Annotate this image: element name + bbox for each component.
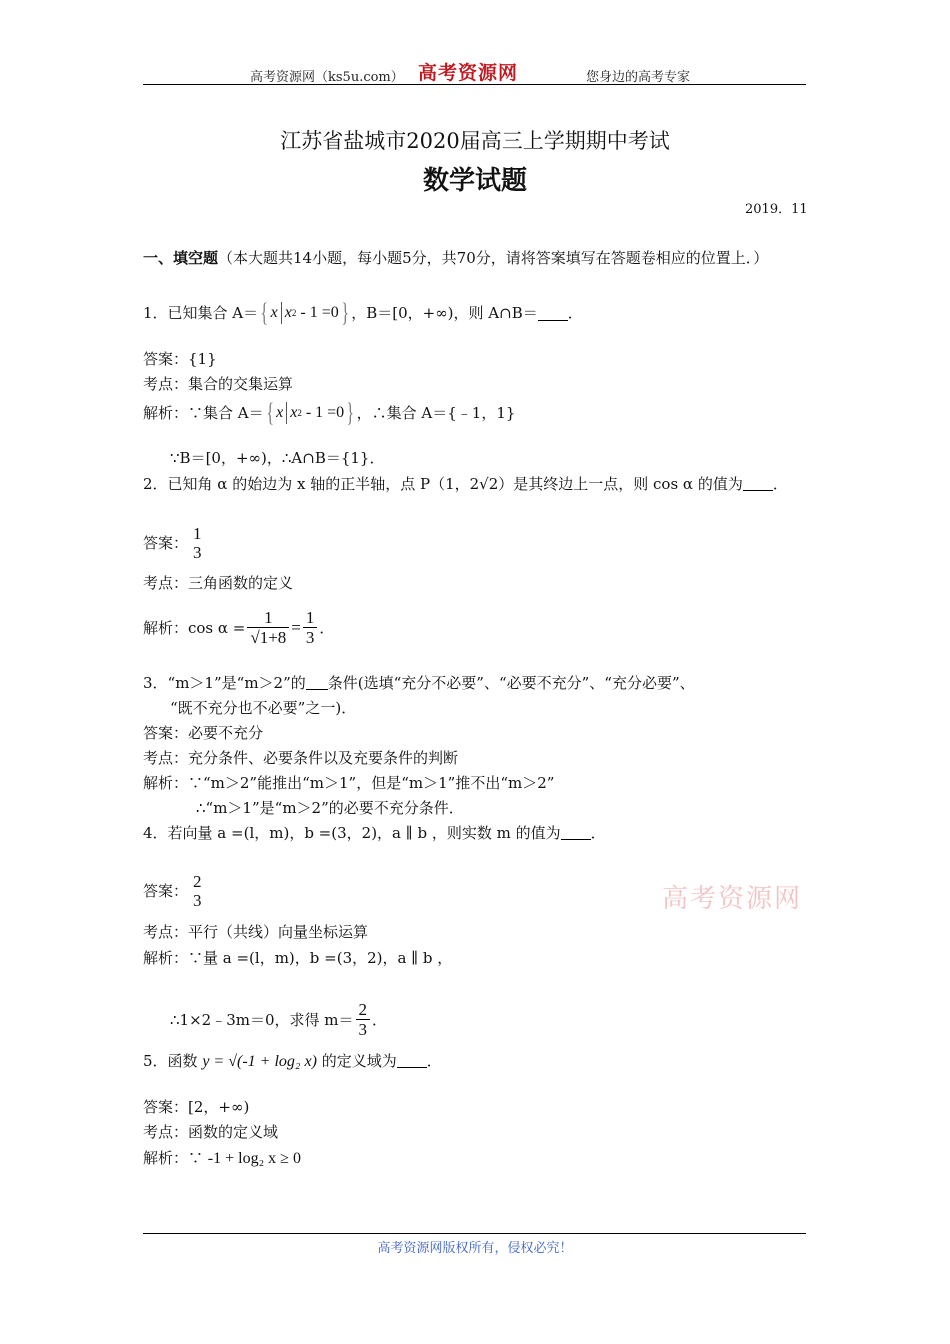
section-text: （本大题共14小题，每小题5分，共70分，请将答案填写在答题卷相应的位置上．） (218, 249, 769, 267)
q4-analysis-b-row (170, 1000, 387, 1039)
q3-stem-b: 条件(选填“充分不必要”、“必要不充分”、“充分必要”、 (327, 674, 695, 692)
q5-answer-blank (397, 1053, 427, 1068)
q4-analysis-b: ∴1×2﹣3m＝0，求得 m＝ (170, 1010, 354, 1029)
q2-answer-num: 1 (193, 524, 202, 543)
q4-analysis-end: ． (372, 1010, 388, 1029)
q2-stem (143, 474, 788, 494)
q5-point: 考点：函数的定义域 (143, 1123, 279, 1141)
q2-analysis-label: 解析：cos α = (143, 618, 246, 637)
q5-formula: y = √(-1 + log₂ x) (202, 1053, 317, 1070)
footer-rule (143, 1233, 806, 1234)
q2-analysis-den: √1+8 (247, 627, 289, 647)
q5-analysis (143, 1148, 301, 1169)
section-label: 一、填空题 (143, 249, 219, 267)
q4-stem (143, 823, 606, 843)
header-logo: 高考资源网 (418, 62, 519, 84)
q1-analysis-a: 解析：∵集合 A＝ (143, 404, 264, 422)
q1-stem-a: 1．已知集合 A＝ (143, 304, 259, 322)
footer-text: 高考资源网版权所有，侵权必究！ (377, 1241, 573, 1256)
q2-answer (143, 524, 207, 562)
watermark: 高考资源网 (662, 884, 803, 914)
q4-point: 考点：平行（共线）向量坐标运算 (143, 923, 369, 941)
q4-answer-label: 答案： (143, 882, 189, 900)
q5-analysis-a: 解析：∵ (143, 1149, 204, 1167)
q2-analysis-fraction-1 (247, 608, 289, 647)
q3-analysis-b: ∴“m＞1”是“m＞2”的必要不充分条件． (196, 799, 464, 817)
q2-end: ． (772, 475, 788, 493)
q2-point: 考点：三角函数的定义 (143, 574, 294, 592)
q1-set-formula: { x x 2 - 1 =0 } (260, 298, 349, 327)
q4-answer (143, 872, 207, 910)
q2-analysis-end: ． (319, 618, 335, 637)
exam-date: 2019．11 (745, 202, 808, 217)
q2-analysis-fraction-2 (303, 608, 318, 647)
q4-analysis-den: 3 (356, 1019, 371, 1039)
q5-answer: 答案：[2，+∞) (143, 1098, 250, 1116)
q4-analysis-a: 解析：∵量 a =(l，m)，b =(3，2)，a ∥ b ， (143, 949, 453, 967)
q2-answer-fraction (190, 524, 205, 562)
q3-analysis-a: 解析：∵“m＞2”能推出“m＞1”，但是“m＞1”推不出“m＞2” (143, 774, 555, 792)
q2-answer-den: 3 (193, 543, 202, 562)
q2-stem-text: 2．已知角 α 的始边为 x 轴的正半轴，点 P（1，2√2）是其终边上一点，则 cos α 的值为 (143, 475, 743, 493)
q3-stem-a: 3．“m＞1”是“m＞2”的 (143, 674, 306, 692)
section-heading (143, 246, 808, 271)
q1-analysis-set: { x x 2 - 1 =0 } (266, 398, 355, 427)
q2-analysis-eq: = (291, 617, 301, 637)
q1-analysis (143, 398, 516, 427)
header-left: 高考资源网（ks5u.com） (250, 70, 404, 85)
q4-answer-num: 2 (193, 872, 202, 891)
q4-answer-den: 3 (193, 891, 202, 910)
q1-stem (143, 298, 583, 327)
exam-title: 江苏省盐城市2020届高三上学期期中考试 (280, 129, 670, 153)
q4-answer-fraction (190, 872, 205, 910)
q5-analysis-formula: -1 + log₂ x ≥ 0 (207, 1150, 301, 1167)
q2-analysis-num: 1 (264, 608, 273, 627)
q4-analysis-fraction (356, 1000, 371, 1039)
q1-analysis-c: ∵B＝[0，+∞)，∴A∩B＝{1}． (170, 449, 385, 467)
q1-analysis-b: ，∴集合 A＝{﹣1，1} (356, 404, 516, 422)
q3-stem-c: “既不充分也不必要”之一)． (170, 699, 357, 717)
q5-stem-b: 的定义域为 (321, 1052, 397, 1070)
q4-end: ． (590, 824, 606, 842)
q3-point: 考点：充分条件、必要条件以及充要条件的判断 (143, 749, 459, 767)
q1-end: ． (567, 304, 583, 322)
header-right: 您身边的高考专家 (586, 70, 691, 85)
q4-analysis-num: 2 (358, 1000, 368, 1019)
q3-answer-blank (306, 675, 328, 690)
q1-answer: 答案：{1} (143, 350, 217, 368)
q1-answer-blank (538, 306, 568, 321)
header-rule (143, 84, 806, 85)
q2-answer-blank (743, 476, 773, 491)
q2-answer-label: 答案： (143, 534, 189, 552)
q2-analysis (143, 608, 334, 647)
exam-subtitle: 数学试题 (422, 166, 527, 196)
q1-stem-b: ，B＝[0，+∞)，则 A∩B＝ (351, 304, 538, 322)
q4-answer-blank (561, 825, 591, 840)
q2-analysis-den2: 3 (303, 627, 318, 647)
q3-stem (143, 673, 695, 693)
q3-answer: 答案：必要不充分 (143, 724, 264, 742)
q4-stem-text: 4．若向量 a =(l，m)，b =(3，2)，a ∥ b ，则实数 m 的值为 (143, 824, 561, 842)
q1-point: 考点：集合的交集运算 (143, 375, 294, 393)
q2-analysis-num2: 1 (305, 608, 315, 627)
q5-stem (143, 1051, 442, 1072)
q5-stem-a: 5．函数 (143, 1052, 198, 1070)
q5-end: ． (426, 1052, 442, 1070)
